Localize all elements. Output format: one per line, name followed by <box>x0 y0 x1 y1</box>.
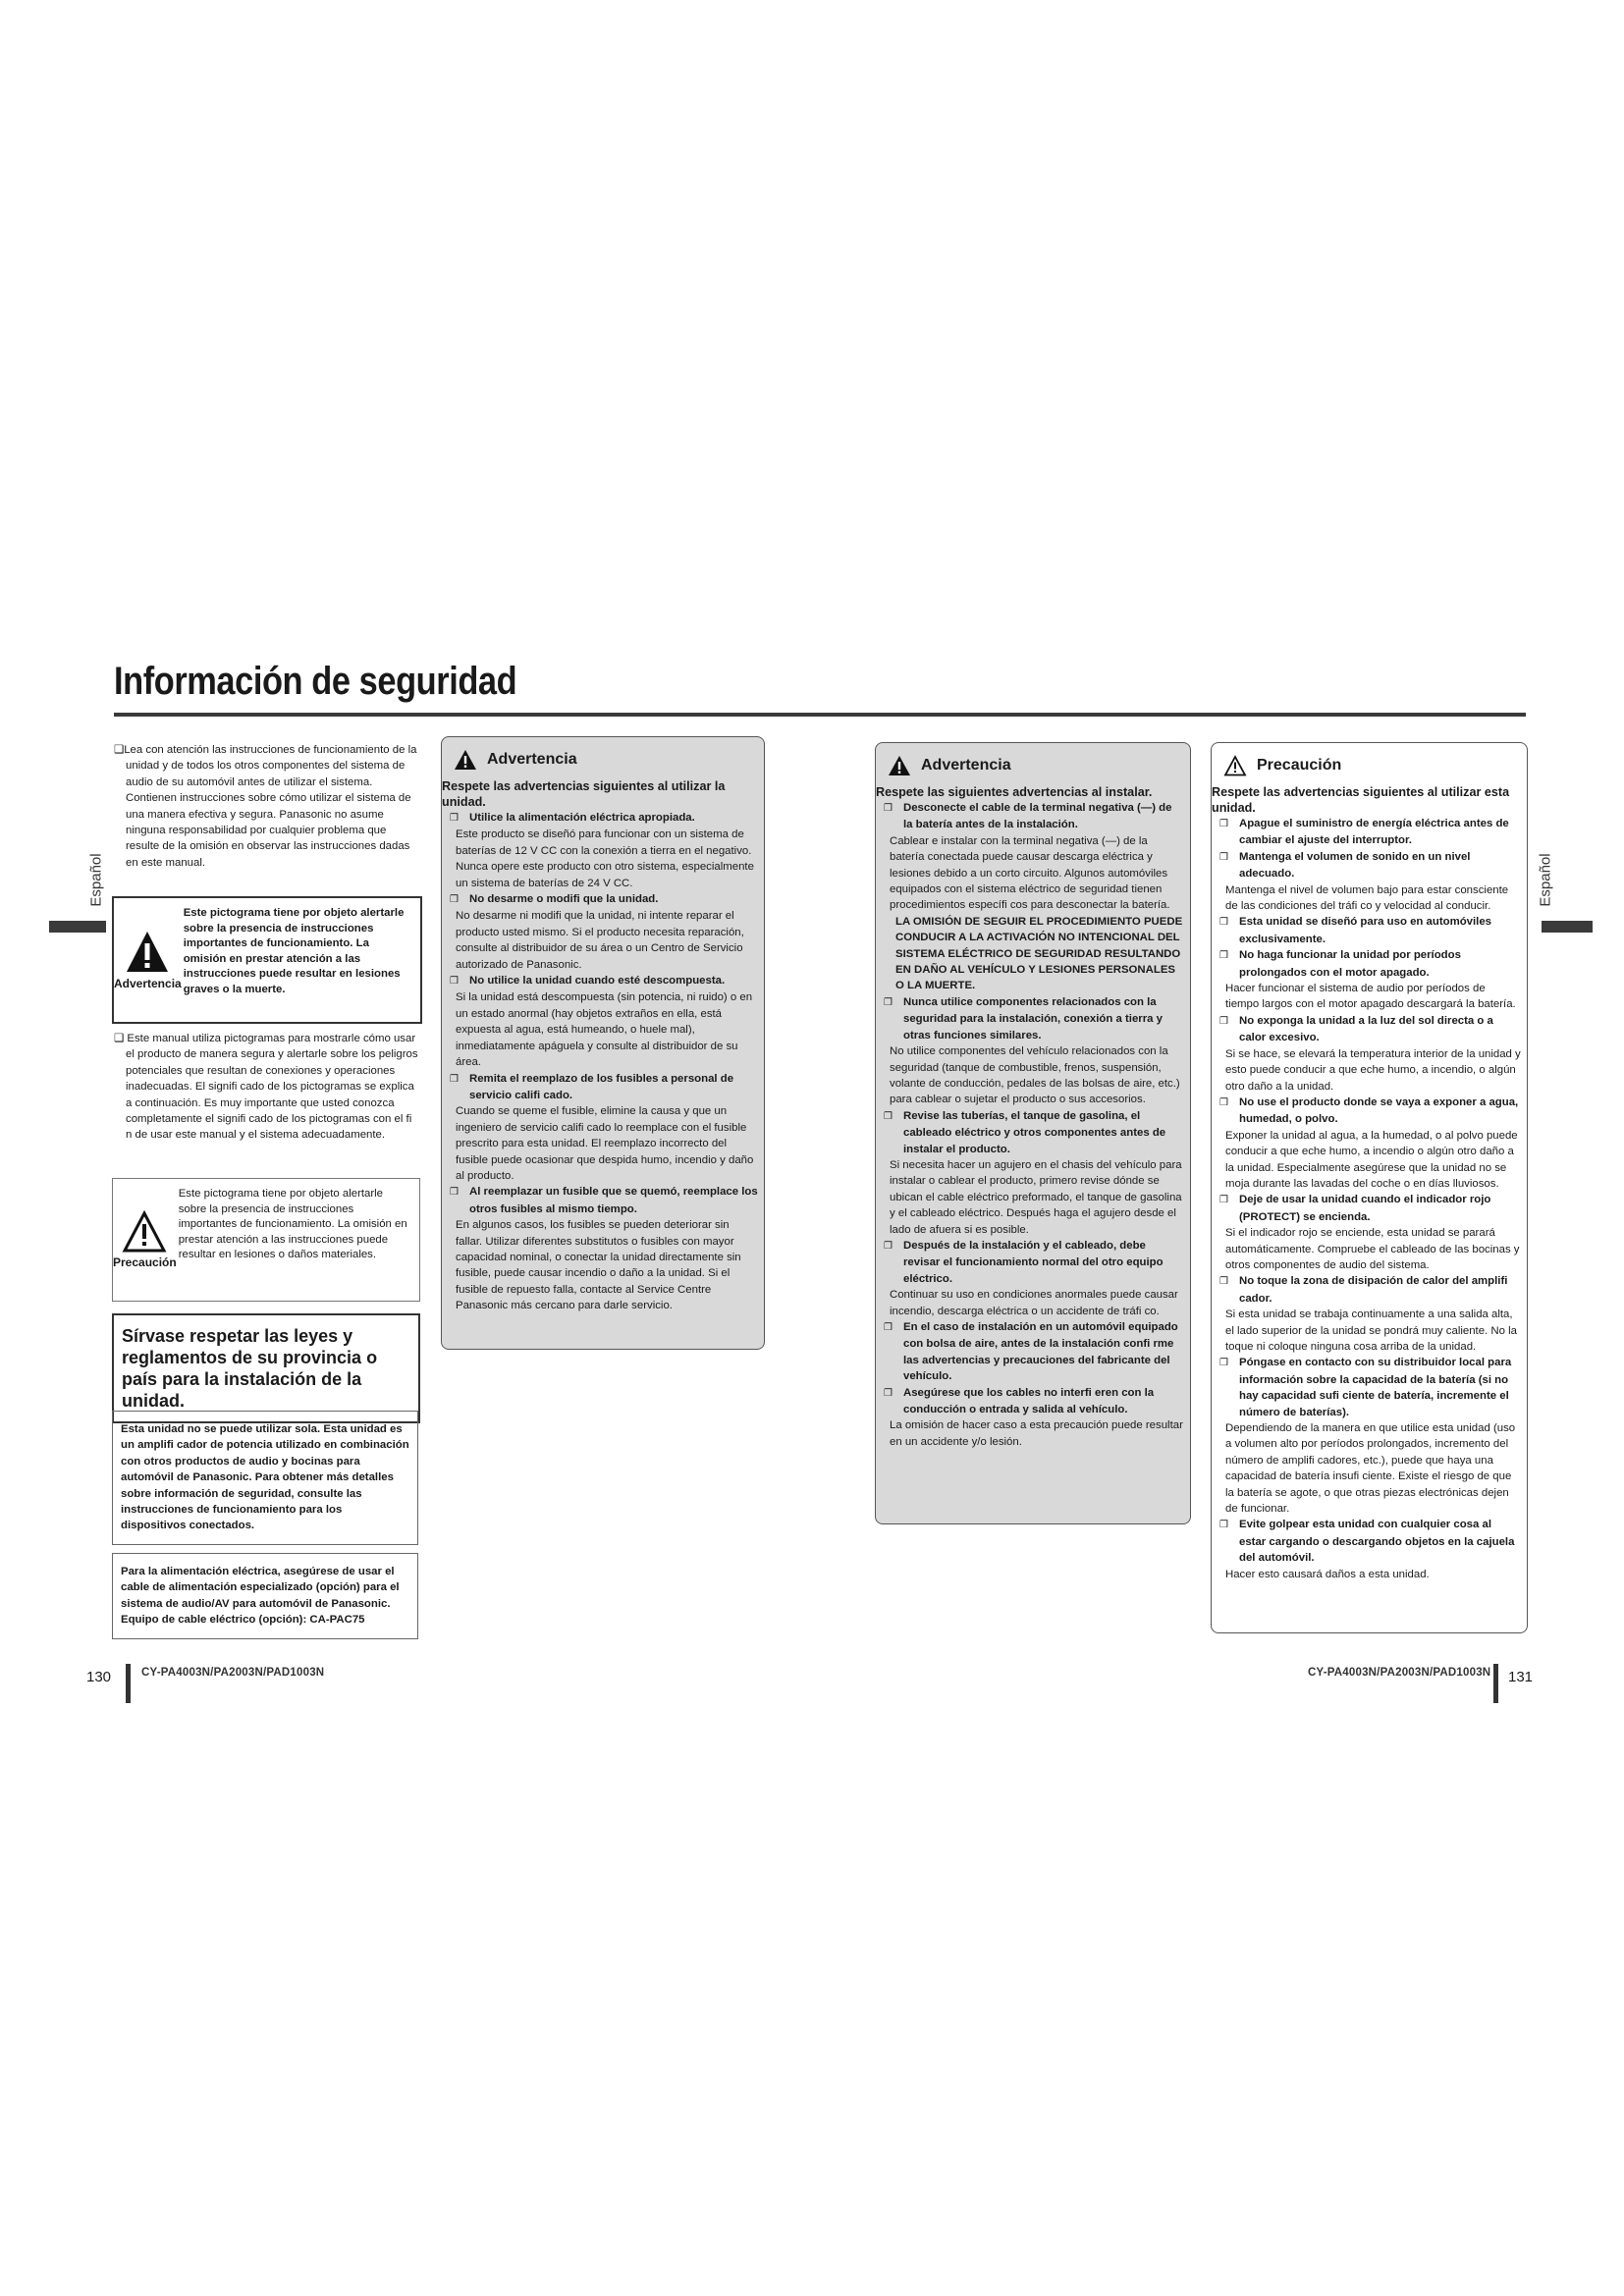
warning-use-item: ❒ Al reemplazar un fusible que se quemó, reemplace los otros fusibles al mismo tiempo. En algunos casos, los fusibles se pueden deteriorar sin fallar. Utilizar diferentes substitutos o fusibles con mayor capacidad nominal, o conectar la unidad directamente sin fusible, puede causar incendio o daño a la unidad. Si el fusible de repuesto falla, contacte al Service Centre Panasonic más cercano para darle servicio. <box>450 1184 758 1313</box>
caution-triangle-icon <box>122 1210 167 1254</box>
warning-icon <box>888 755 911 776</box>
side-label-left: Español <box>87 853 105 907</box>
warning-pictogram-label: Advertencia <box>114 977 182 990</box>
page-number-left: 130 <box>86 1669 112 1685</box>
warning-icon <box>454 749 477 771</box>
side-label-right: Español <box>1537 853 1554 907</box>
page-title: Información de seguridad <box>114 660 517 703</box>
title-rule <box>114 713 1526 717</box>
caution-box <box>1211 742 1528 1633</box>
warning-use-item: ❒ No desarme o modifi que la unidad. No desarme ni modifi que la unidad, ni intente reparar el producto usted mismo. Si el producto necesita reparación, consulte al distribuidor de su área o un Centro de Servicio autorizado de Panasonic. <box>450 891 758 973</box>
warning-use-item: ❒ No utilice la unidad cuando esté descompuesta. Si la unidad está descompuesta (sin potencia, ni ruido) o en un estado anormal (hay objetos extraños en ella, está expuesta al agua, está humeando, o huele mal), inmediatamente apáguela y consulte al distribuidor de su área. <box>450 973 758 1070</box>
caution-pictogram-box <box>112 1178 420 1302</box>
warning-pictogram-box <box>112 896 422 1024</box>
info-box-standalone: Esta unidad no se puede utilizar sola. Esta unidad es un amplifi cador de potencia utilizado en combinación con otros productos de audio y bocinas para automóvil de Panasonic. Para obtener más detalles sobre información de seguridad, consulte las instrucciones de funcionamiento para los dispositivos conectados. <box>112 1411 418 1545</box>
warning-install-item: ❒ Revise las tuberías, el tanque de gasolina, el cableado eléctrico y otros componentes antes de instalar el producto. Si necesita hacer un agujero en el chasis del vehículo para instalar o cablear el producto, primero revise dónde se ubican el cable eléctrico preformado, el tanque de gasolina y el cableado eléctrico. Después haga el agujero desde el lado de afuera si es posible. <box>884 1108 1184 1238</box>
caution-item: ❒ No toque la zona de disipación de calor del amplifi cador. Si esta unidad se trabaja continuamente a una salida alta, el lado superior de la unidad se pondrá muy caliente. No la toque ni coloque ninguna cosa arriba de la unidad. <box>1219 1273 1521 1355</box>
caution-item: ❒ No haga funcionar la unidad por períodos prolongados con el motor apagado. Hacer funcionar el sistema de audio por períodos de tiempo largos con el motor apagado descargará la batería. <box>1219 947 1521 1013</box>
warning-use-heading: Advertencia <box>487 751 577 768</box>
warning-install-item: ❒ Nunca utilice componentes relacionados con la seguridad para la instalación, conexión a tierra y otras funciones similares. No utilice componentes del vehículo relacionados con la seguridad (tanque de combustible, frenos, suspensión, volante de conducción, pedales de las bolsas de aire, etc.) para cablear o sujetar el producto o sus accesorios. <box>884 994 1184 1108</box>
caution-item: ❒ Deje de usar la unidad cuando el indicador rojo (PROTECT) se encienda. Si el indicador rojo se enciende, esta unidad se parará automáticamente. Compruebe el cableado de las bocinas y otros componentes de audio del sistema. <box>1219 1192 1521 1273</box>
warning-triangle-icon <box>125 930 170 975</box>
caution-item: ❒ Apague el suministro de energía eléctrica antes de cambiar el ajuste del interruptor. <box>1219 816 1521 849</box>
warning-install-box <box>875 742 1191 1524</box>
intro-text-1: ❑Lea con atención las instrucciones de funcionamiento de la unidad y de todos los otros componentes del sistema de audio de su automóvil antes de utilizar el sistema. Contienen instrucciones sobre cómo utilizar el sistema de una manera efectiva y segura. Panasonic no asume ninguna responsabilidad por cualquier problema que resulte de la omisión en observar las instrucciones dadas en este manual. <box>114 744 417 869</box>
caution-item: ❒ No use el producto donde se vaya a exponer a agua, humedad, o polvo. Exponer la unidad al agua, a la humedad, o al polvo puede conducir a que eche humo, a incendio o algún otro daño a la unidad. Especialmente asegúrese que la unidad no se moja durante las lavadas del coche o en días lluviosos. <box>1219 1095 1521 1192</box>
caution-item: ❒ No exponga la unidad a la luz del sol directa o a calor excesivo. Si se hace, se elevará la temperatura interior de la unidad y esto puede conducir a que eche humo, a incendio, o algún otro daño a la unidad. <box>1219 1013 1521 1095</box>
caution-pictogram-text: Este pictograma tiene por objeto alertarle sobre la presencia de instrucciones importantes de funcionamiento. La omisión en prestar atención a las instrucciones puede resultar en lesiones o daños materiales. <box>178 1188 407 1260</box>
model-number-right: CY-PA4003N/PA2003N/PAD1003N <box>1308 1667 1491 1679</box>
caution-item: ❒ Póngase en contacto con su distribuidor local para información sobre la capacidad de la batería (si no hay capacidad sufi ciente de batería, incremente el número de baterías). Dependiendo de la manera en que utilice esta unidad (uso a volumen alto por períodos prolongados, incremento del número de amplifi cadores, etc.), puede que haya una capacidad de batería insufi ciente. Existe el riesgo de que la batería se agote, o que otras piezas electrónicas dejen de funcionar. <box>1219 1355 1521 1517</box>
warning-use-box <box>441 736 765 1350</box>
caution-heading: Precaución <box>1257 757 1342 774</box>
side-bar-left <box>49 921 106 933</box>
caution-item: ❒ Esta unidad se diseñó para uso en automóviles exclusivamente. <box>1219 914 1521 947</box>
warning-install-item: ❒ En el caso de instalación en un automóvil equipado con bolsa de aire, antes de la instalación confi rme las advertencias y precauciones del fabricante del vehículo. <box>884 1319 1184 1385</box>
page-number-right: 131 <box>1508 1669 1534 1685</box>
info-box-power-cable: Para la alimentación eléctrica, asegúrese de usar el cable de alimentación especializado (opción) para el sistema de audio/AV para automóvil de Panasonic. Equipo de cable eléctrico (opción): CA-PAC75 <box>112 1553 418 1639</box>
warning-pictogram-text: Este pictograma tiene por objeto alertarle sobre la presencia de instrucciones importantes de funcionamiento. La omisión en prestar atención a las instrucciones puede resultar en lesiones graves o la muerte. <box>183 907 405 995</box>
warning-install-item: ❒ Asegúrese que los cables no interfi eren con la conducción o entrada y salida al vehículo. La omisión de hacer caso a esta precaución puede resultar en un accidente y/o lesión. <box>884 1385 1184 1451</box>
model-number-left: CY-PA4003N/PA2003N/PAD1003N <box>141 1667 325 1679</box>
warning-use-lead: Respete las advertencias siguientes al utilizar la unidad. <box>442 779 726 809</box>
caution-lead: Respete las advertencias siguientes al utilizar esta unidad. <box>1212 785 1510 815</box>
intro-text-2: ❑ Este manual utiliza pictogramas para mostrarle cómo usar el producto de manera segura y alertarle sobre los peligros potenciales que resultan de conexiones y operaciones inadecuadas. El signifi cado de los pictogramas se explica a continuación. Es muy importante que usted conozca completamente el signifi cado de los pictogramas con el fi n de usar este manual y el sistema adecuadamente. <box>114 1033 418 1142</box>
warning-install-lead: Respete las siguientes advertencias al instalar. <box>876 785 1153 799</box>
side-bar-right <box>1542 921 1593 933</box>
caution-item: ❒ Mantenga el volumen de sonido en un nivel adecuado. Mantenga el nivel de volumen bajo para estar consciente de las condiciones del tráfi co y velocidad al conducir. <box>1219 849 1521 915</box>
warning-install-heading: Advertencia <box>921 757 1011 774</box>
law-notice-box: Sírvase respetar las leyes y reglamentos de su provincia o país para la instalación de la unidad. <box>112 1313 420 1423</box>
warning-install-item: ❒ Después de la instalación y el cableado, debe revisar el funcionamiento normal del otro equipo eléctrico. Continuar su uso en condiciones anormales puede causar incendio, descarga eléctrica o un accidente de tráfi co. <box>884 1238 1184 1319</box>
caution-icon <box>1223 755 1247 776</box>
warning-install-item: ❒ Desconecte el cable de la terminal negativa (—) de la batería antes de la instalación. Cablear e instalar con la terminal negativa (—) de la batería conectada puede causar descarga eléctrica y lesiones debido a un corto circuito. Algunos automóviles equipados con el sistema eléctrico de seguridad tienen procedimientos específi cos para desconectar la batería. LA OMISIÓN DE SEGUIR EL PROCEDIMIENTO PUEDE CONDUCIR A LA ACTIVACIÓN NO INTENCIONAL DEL SISTEMA ELÉCTRICO DE SEGURIDAD RESULTANDO EN DAÑO AL VEHÍCULO Y LESIONES PERSONALES O LA MUERTE. <box>884 800 1184 994</box>
warning-use-item: ❒ Remita el reemplazo de los fusibles a personal de servicio califi cado. Cuando se queme el fusible, elimine la causa y que un ingeniero de servicio califi cado lo reemplace con el fusible prescrito para esta unidad. El reemplazo incorrecto del fusible puede ocasionar que despida humo, incendio y daño al producto. <box>450 1071 758 1185</box>
footer-bar-right <box>1493 1664 1498 1703</box>
caution-item: ❒ Evite golpear esta unidad con cualquier cosa al estar cargando o descargando objetos en la cajuela del automóvil. Hacer esto causará daños a esta unidad. <box>1219 1517 1521 1582</box>
caution-pictogram-label: Precaución <box>113 1255 177 1269</box>
warning-use-item: ❒ Utilice la alimentación eléctrica apropiada. Este producto se diseñó para funcionar con un sistema de baterías de 12 V CC con la conexión a tierra en el negativo. Nunca opere este producto con otro sistema, especialmente un sistema de baterías de 24 V CC. <box>450 810 758 891</box>
footer-bar-left <box>126 1664 131 1703</box>
